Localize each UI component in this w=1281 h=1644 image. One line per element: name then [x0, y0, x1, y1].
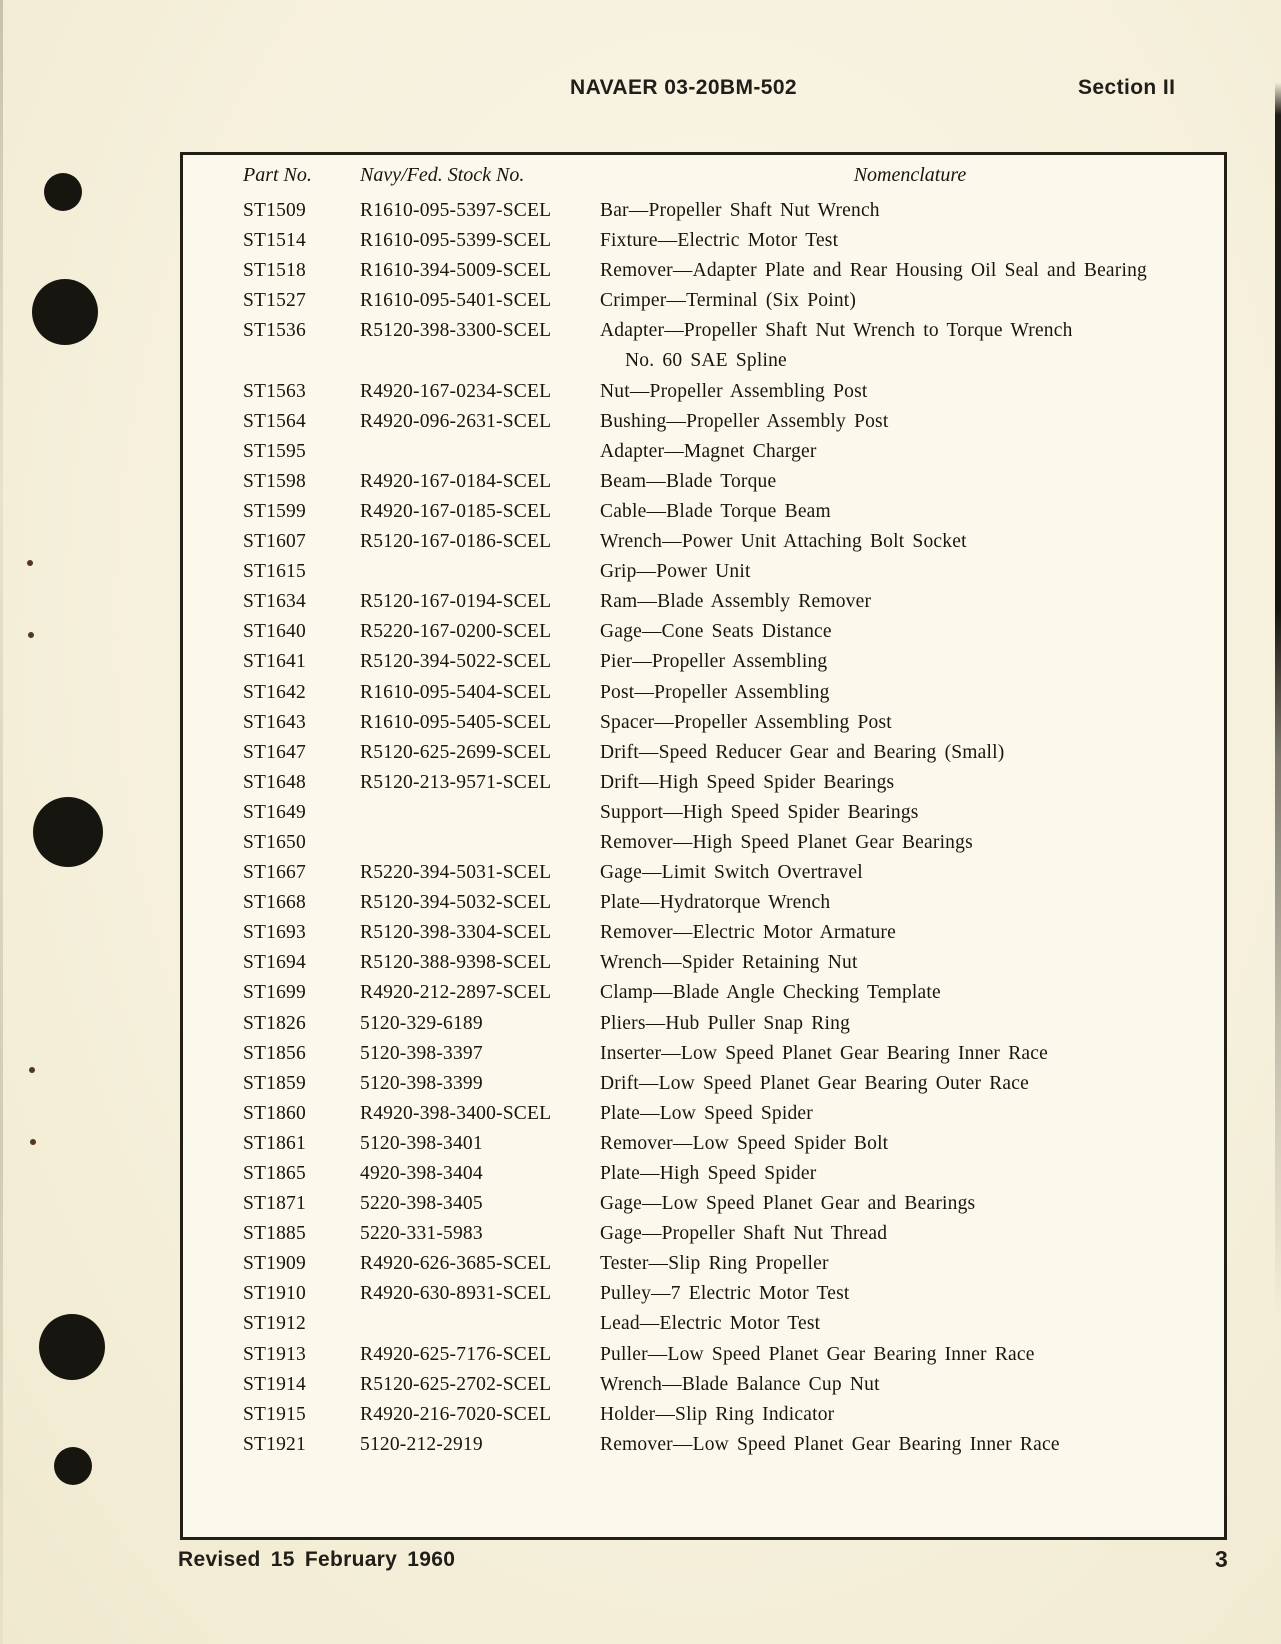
stock-number-cell: R1610-095-5397-SCEL [360, 200, 552, 221]
table-row [183, 587, 1224, 617]
page-number: 3 [1215, 1546, 1228, 1572]
table-row [183, 1069, 1224, 1099]
part-number-cell: ST1509 [243, 200, 306, 221]
nomenclature-cell: Remover—Low Speed Spider Bolt [600, 1132, 889, 1154]
part-number-cell: ST1915 [243, 1403, 306, 1425]
part-number-cell: ST1598 [243, 470, 306, 492]
stock-number-cell: 4920-398-3404 [360, 1163, 483, 1184]
stock-number-cell: 5120-398-3399 [360, 1072, 483, 1094]
part-number-cell: ST1913 [243, 1343, 306, 1365]
stock-number-cell: R4920-626-3685-SCEL [360, 1253, 552, 1275]
part-number-cell: ST1563 [243, 380, 306, 402]
nomenclature-cell: Cable—Blade Torque Beam [600, 500, 831, 522]
table-row [183, 407, 1224, 437]
part-number-cell: ST1912 [243, 1313, 306, 1335]
part-number-cell: ST1649 [243, 801, 306, 823]
stock-number-cell: R5120-625-2702-SCEL [360, 1373, 552, 1395]
part-number-cell: ST1650 [243, 831, 306, 853]
table-row [183, 437, 1224, 467]
part-number-cell: ST1914 [243, 1373, 306, 1395]
part-number-cell: ST1527 [243, 290, 306, 312]
table-row [183, 1340, 1224, 1370]
page-right-edge-shadow [1275, 0, 1281, 1644]
part-number-cell: ST1607 [243, 531, 306, 553]
column-header-nomenclature: Nomenclature [853, 164, 967, 186]
part-number-cell: ST1641 [243, 651, 306, 673]
table-row [183, 678, 1224, 708]
stock-number-cell: R5120-398-3300-SCEL [360, 320, 552, 342]
part-number-cell: ST1647 [243, 741, 306, 763]
stock-number-cell: R5220-167-0200-SCEL [360, 621, 552, 643]
part-number-cell: ST1640 [243, 621, 306, 643]
part-number-cell: ST1860 [243, 1102, 306, 1124]
ink-speck [27, 560, 33, 566]
ink-speck [30, 1139, 36, 1145]
stock-number-cell: R4920-216-7020-SCEL [360, 1403, 552, 1425]
stock-number-cell: R1610-095-5399-SCEL [360, 230, 552, 252]
part-number-cell: ST1861 [243, 1132, 306, 1154]
part-number-cell: ST1643 [243, 711, 306, 733]
table-row [183, 256, 1224, 286]
part-number-cell: ST1536 [243, 320, 306, 342]
stock-number-cell: 5120-398-3397 [360, 1042, 483, 1064]
part-number-cell: ST1859 [243, 1072, 306, 1094]
table-row [183, 647, 1224, 677]
table-row [183, 1159, 1224, 1189]
table-row [183, 527, 1224, 557]
table-row [183, 1249, 1224, 1279]
part-number-cell: ST1667 [243, 862, 306, 884]
part-number-cell: ST1699 [243, 982, 306, 1004]
part-number-cell: ST1564 [243, 410, 306, 432]
nomenclature-cell: Plate—Hydratorque Wrench [600, 892, 831, 914]
part-number-cell: ST1865 [243, 1163, 306, 1184]
part-number-cell: ST1826 [243, 1012, 306, 1034]
table-row [183, 557, 1224, 587]
nomenclature-cell: Wrench—Spider Retaining Nut [600, 952, 858, 974]
table-row [183, 948, 1224, 978]
nomenclature-cell: Gage—Cone Seats Distance [600, 621, 832, 643]
stock-number-cell: R4920-212-2897-SCEL [360, 982, 552, 1004]
stock-number-cell: R4920-167-0184-SCEL [360, 470, 552, 492]
nomenclature-cell: Drift—Speed Reducer Gear and Bearing (Small) [600, 741, 1005, 763]
table-row [183, 1219, 1224, 1249]
column-header-part-no: Part No. [243, 164, 312, 186]
nomenclature-continuation-cell: No. 60 SAE Spline [625, 350, 787, 372]
nomenclature-cell: Spacer—Propeller Assembling Post [600, 711, 892, 733]
page-left-edge-shadow [0, 0, 3, 1644]
part-number-cell: ST1921 [243, 1433, 306, 1455]
nomenclature-cell: Drift—High Speed Spider Bearings [600, 771, 895, 793]
stock-number-cell: R5120-167-0186-SCEL [360, 531, 552, 553]
nomenclature-cell: Gage—Propeller Shaft Nut Thread [600, 1223, 888, 1245]
ink-speck [29, 1067, 35, 1073]
part-number-cell: ST1518 [243, 260, 306, 282]
nomenclature-cell: Inserter—Low Speed Planet Gear Bearing Inner Race [600, 1042, 1048, 1064]
nomenclature-cell: Pulley—7 Electric Motor Test [600, 1283, 850, 1305]
part-number-cell: ST1599 [243, 500, 306, 522]
table-row [183, 828, 1224, 858]
nomenclature-cell: Tester—Slip Ring Propeller [600, 1253, 829, 1275]
punch-hole-dot [44, 173, 82, 211]
part-number-cell: ST1514 [243, 230, 306, 252]
stock-number-cell: 5220-398-3405 [360, 1193, 483, 1215]
nomenclature-cell: Beam—Blade Torque [600, 470, 777, 492]
table-row [183, 798, 1224, 828]
nomenclature-cell: Wrench—Blade Balance Cup Nut [600, 1373, 880, 1395]
stock-number-cell: R5120-388-9398-SCEL [360, 952, 552, 974]
table-row [183, 858, 1224, 888]
table-row [183, 1279, 1224, 1309]
nomenclature-cell: Grip—Power Unit [600, 561, 751, 583]
table-row [183, 1129, 1224, 1159]
stock-number-cell: R1610-095-5401-SCEL [360, 290, 552, 312]
stock-number-cell: R1610-095-5404-SCEL [360, 681, 552, 703]
stock-number-cell: R4920-096-2631-SCEL [360, 410, 552, 432]
stock-number-cell: 5120-329-6189 [360, 1012, 483, 1034]
stock-number-cell: R1610-095-5405-SCEL [360, 711, 552, 733]
table-row-continuation [183, 346, 1224, 376]
table-row [183, 196, 1224, 226]
table-row [183, 888, 1224, 918]
nomenclature-cell: Puller—Low Speed Planet Gear Bearing Inner Race [600, 1343, 1035, 1365]
nomenclature-cell: Wrench—Power Unit Attaching Bolt Socket [600, 531, 967, 553]
nomenclature-cell: Adapter—Propeller Shaft Nut Wrench to Torque Wrench [600, 320, 1073, 342]
stock-number-cell: 5120-212-2919 [360, 1433, 483, 1455]
stock-number-cell: R5120-394-5032-SCEL [360, 892, 552, 914]
nomenclature-cell: Remover—Low Speed Planet Gear Bearing Inner Race [600, 1433, 1060, 1455]
nomenclature-cell: Crimper—Terminal (Six Point) [600, 290, 857, 312]
stock-number-cell: R4920-630-8931-SCEL [360, 1283, 552, 1305]
nomenclature-cell: Nut—Propeller Assembling Post [600, 380, 868, 402]
stock-number-cell: R4920-625-7176-SCEL [360, 1343, 552, 1365]
table-row [183, 768, 1224, 798]
table-row [183, 1099, 1224, 1129]
part-number-cell: ST1694 [243, 952, 306, 974]
nomenclature-cell: Remover—High Speed Planet Gear Bearings [600, 831, 973, 853]
punch-hole-dot [39, 1314, 105, 1380]
nomenclature-cell: Adapter—Magnet Charger [600, 440, 817, 462]
punch-hole-dot [32, 279, 98, 345]
nomenclature-cell: Gage—Limit Switch Overtravel [600, 862, 863, 884]
nomenclature-cell: Drift—Low Speed Planet Gear Bearing Outer Race [600, 1072, 1029, 1094]
table-row [183, 316, 1224, 346]
part-number-cell: ST1885 [243, 1223, 306, 1245]
nomenclature-cell: Gage—Low Speed Planet Gear and Bearings [600, 1193, 976, 1215]
table-row [183, 377, 1224, 407]
punch-hole-dot [54, 1447, 92, 1485]
part-number-cell: ST1871 [243, 1193, 306, 1215]
table-row [183, 497, 1224, 527]
stock-number-cell: 5120-398-3401 [360, 1132, 483, 1154]
column-header-stock-no: Navy/Fed. Stock No. [360, 164, 525, 186]
parts-table [180, 152, 1227, 1540]
table-row [183, 738, 1224, 768]
nomenclature-cell: Support—High Speed Spider Bearings [600, 801, 919, 823]
table-row [183, 1309, 1224, 1339]
part-number-cell: ST1909 [243, 1253, 306, 1275]
table-row [183, 1430, 1224, 1460]
nomenclature-cell: Bar—Propeller Shaft Nut Wrench [600, 200, 880, 221]
document-number: NAVAER 03-20BM-502 [570, 76, 797, 99]
table-row [183, 467, 1224, 497]
nomenclature-cell: Holder—Slip Ring Indicator [600, 1403, 835, 1425]
table-row [183, 1189, 1224, 1219]
nomenclature-cell: Bushing—Propeller Assembly Post [600, 410, 889, 432]
section-label: Section II [1078, 76, 1176, 99]
nomenclature-cell: Ram—Blade Assembly Remover [600, 591, 872, 613]
table-row [183, 226, 1224, 256]
nomenclature-cell: Clamp—Blade Angle Checking Template [600, 982, 941, 1004]
part-number-cell: ST1693 [243, 922, 306, 944]
nomenclature-cell: Plate—Low Speed Spider [600, 1102, 813, 1124]
stock-number-cell: R5120-167-0194-SCEL [360, 591, 552, 613]
nomenclature-cell: Post—Propeller Assembling [600, 681, 830, 703]
table-row [183, 286, 1224, 316]
nomenclature-cell: Pliers—Hub Puller Snap Ring [600, 1012, 851, 1034]
stock-number-cell: R5120-394-5022-SCEL [360, 651, 552, 673]
table-row [183, 708, 1224, 738]
part-number-cell: ST1668 [243, 892, 306, 914]
part-number-cell: ST1910 [243, 1283, 306, 1305]
nomenclature-cell: Remover—Adapter Plate and Rear Housing Oil Seal and Bearing [600, 260, 1147, 282]
nomenclature-cell: Lead—Electric Motor Test [600, 1313, 821, 1335]
table-header-row [183, 164, 1224, 196]
revision-note: Revised 15 February 1960 [178, 1548, 456, 1571]
part-number-cell: ST1648 [243, 771, 306, 793]
part-number-cell: ST1595 [243, 440, 306, 462]
table-row [183, 617, 1224, 647]
stock-number-cell: R1610-394-5009-SCEL [360, 260, 552, 282]
stock-number-cell: R5120-398-3304-SCEL [360, 922, 552, 944]
stock-number-cell: R4920-167-0234-SCEL [360, 380, 552, 402]
table-row [183, 1370, 1224, 1400]
stock-number-cell: R4920-167-0185-SCEL [360, 500, 552, 522]
table-row [183, 1400, 1224, 1430]
part-number-cell: ST1856 [243, 1042, 306, 1064]
table-row [183, 978, 1224, 1008]
part-number-cell: ST1634 [243, 591, 306, 613]
punch-hole-dot [33, 797, 103, 867]
part-number-cell: ST1615 [243, 561, 306, 583]
nomenclature-cell: Pier—Propeller Assembling [600, 651, 828, 673]
nomenclature-cell: Remover—Electric Motor Armature [600, 922, 896, 944]
nomenclature-cell: Fixture—Electric Motor Test [600, 230, 839, 252]
nomenclature-cell: Plate—High Speed Spider [600, 1163, 817, 1184]
table-row [183, 1039, 1224, 1069]
table-row [183, 918, 1224, 948]
stock-number-cell: 5220-331-5983 [360, 1223, 483, 1245]
table-row [183, 1009, 1224, 1039]
table-body [183, 196, 1224, 1460]
stock-number-cell: R5120-625-2699-SCEL [360, 741, 552, 763]
part-number-cell: ST1642 [243, 681, 306, 703]
ink-speck [28, 632, 34, 638]
stock-number-cell: R5120-213-9571-SCEL [360, 771, 552, 793]
stock-number-cell: R5220-394-5031-SCEL [360, 862, 552, 884]
stock-number-cell: R4920-398-3400-SCEL [360, 1102, 552, 1124]
